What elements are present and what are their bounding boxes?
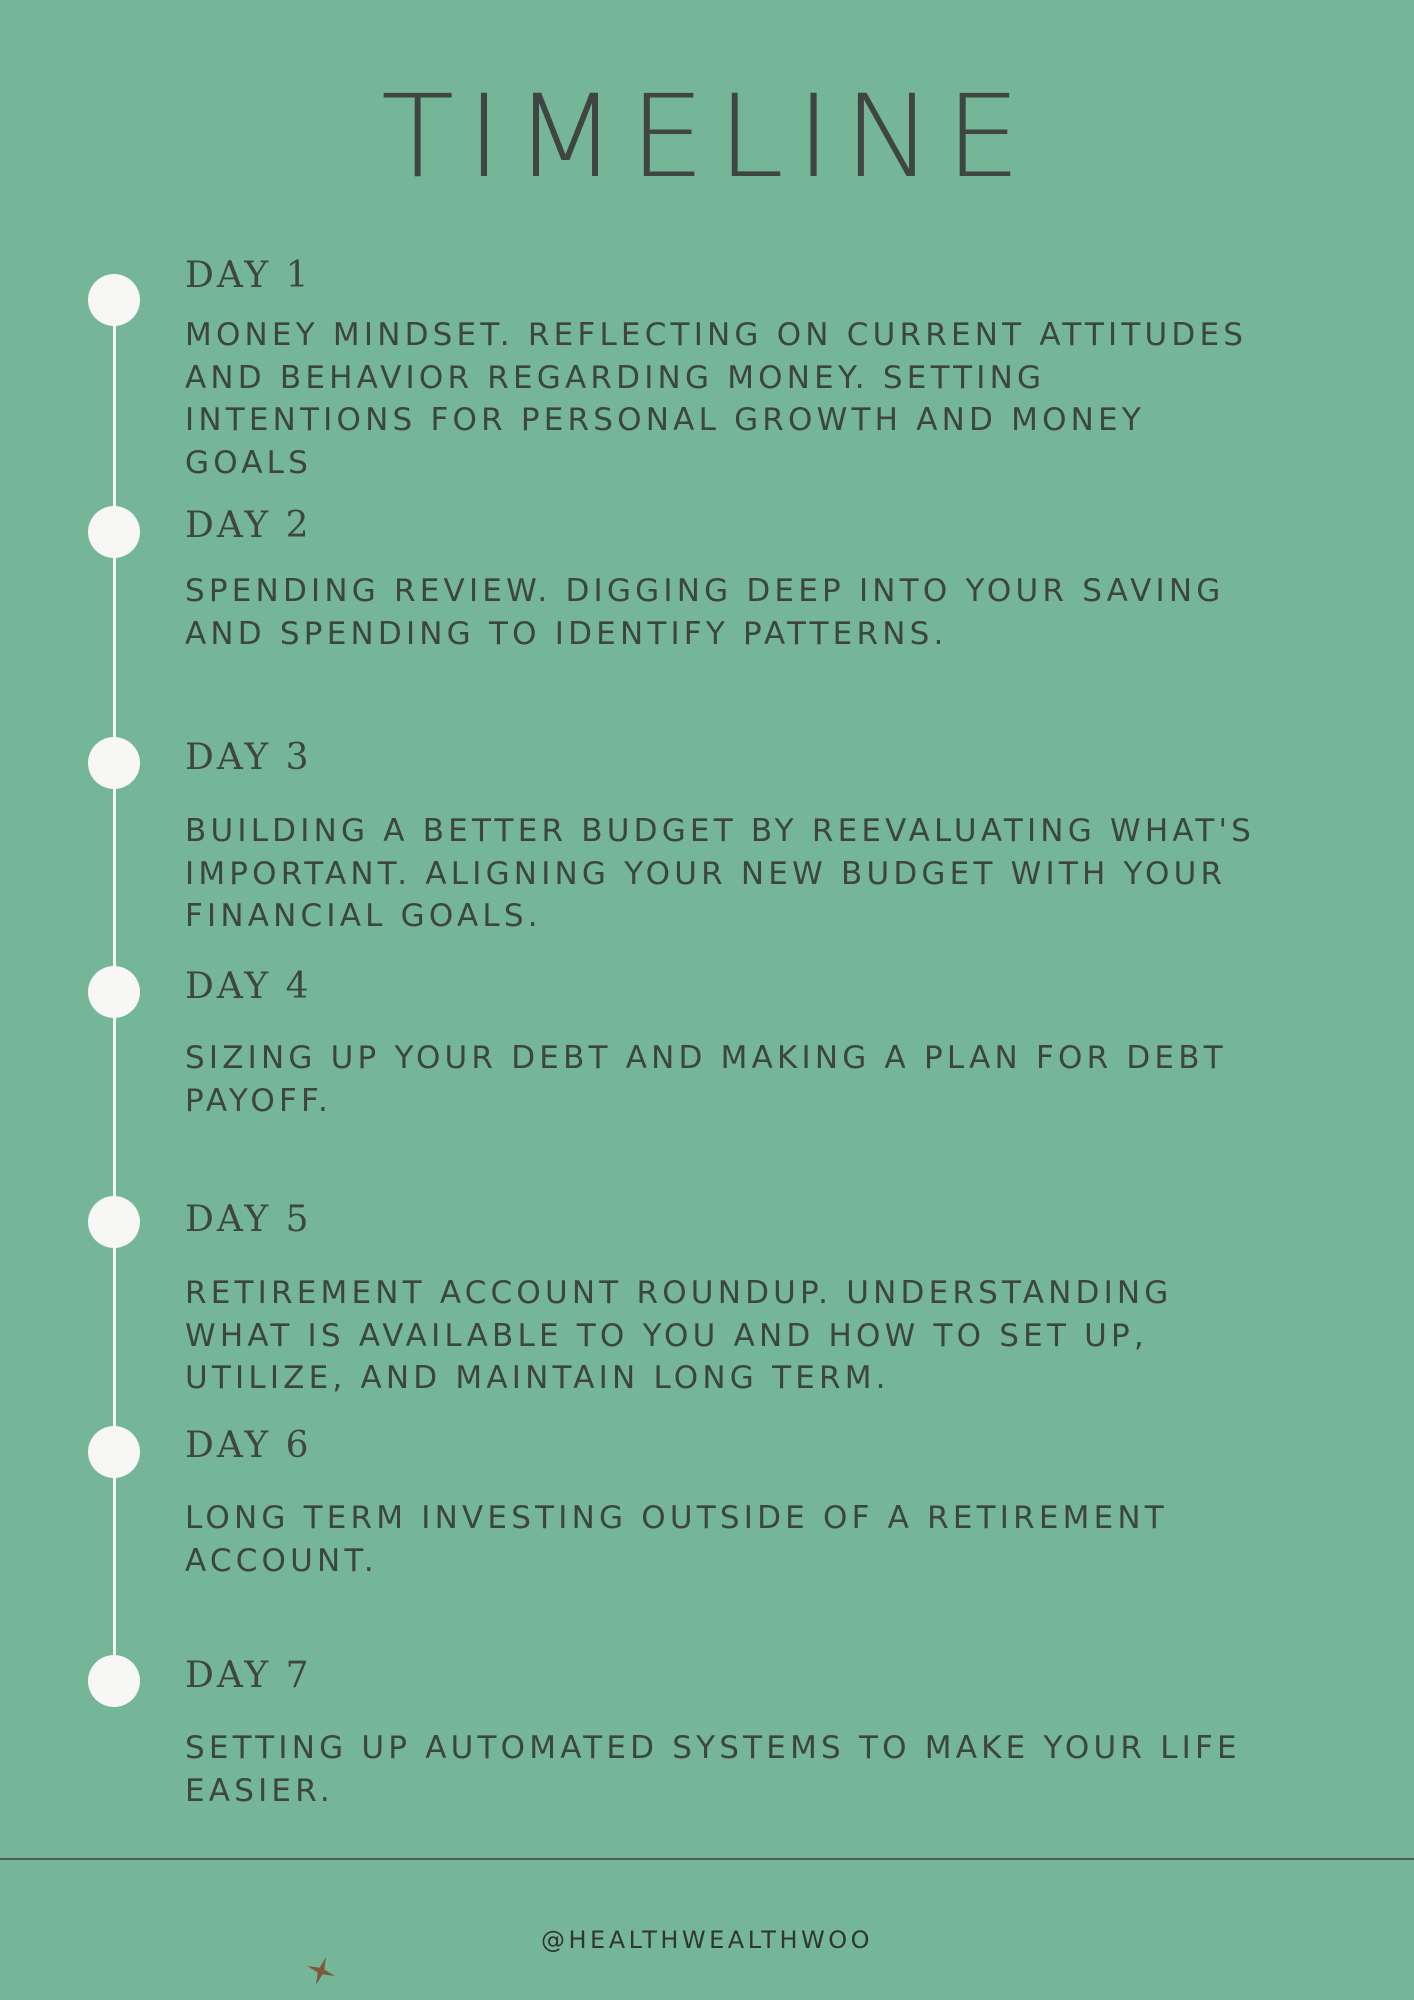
timeline-dot-3: [88, 737, 140, 789]
day-3-label: DAY 3: [185, 737, 312, 778]
timeline-dot-1: [88, 274, 140, 326]
page-title: TIMELINE: [381, 71, 1033, 204]
day-1-label: DAY 1: [185, 255, 312, 296]
sparkle-icon: [304, 1954, 338, 1988]
day-3-description: BUILDING A BETTER BUDGET BY REEVALUATING WHAT'S IMPORTANT. ALIGNING YOUR NEW BUDGET WITH YOUR FINANCIAL GOALS.: [185, 813, 1256, 934]
day-5-description: RETIREMENT ACCOUNT ROUNDUP. UNDERSTANDING WHAT IS AVAILABLE TO YOU AND HOW TO SET UP, UTILIZE, AND MAINTAIN LONG TERM.: [185, 1275, 1173, 1396]
timeline-dot-7: [88, 1655, 140, 1707]
day-7-label: DAY 7: [185, 1655, 312, 1696]
day-2-description: SPENDING REVIEW. DIGGING DEEP INTO YOUR SAVING AND SPENDING TO IDENTIFY PATTERNS.: [185, 573, 1225, 652]
footer-divider: [0, 1858, 1414, 1860]
day-5-label: DAY 5: [185, 1199, 312, 1240]
day-4-label: DAY 4: [185, 966, 312, 1007]
day-4-description: SIZING UP YOUR DEBT AND MAKING A PLAN FOR DEBT PAYOFF.: [185, 1040, 1227, 1119]
timeline-dot-2: [88, 506, 140, 558]
day-6-label: DAY 6: [185, 1425, 312, 1466]
day-7-description: SETTING UP AUTOMATED SYSTEMS TO MAKE YOUR LIFE EASIER.: [185, 1730, 1241, 1809]
day-6-description: LONG TERM INVESTING OUTSIDE OF A RETIREMENT ACCOUNT.: [185, 1500, 1168, 1579]
footer-handle: @HEALTHWEALTHWOO: [541, 1926, 873, 1954]
timeline-dot-5: [88, 1196, 140, 1248]
day-1-description: MONEY MINDSET. REFLECTING ON CURRENT ATTITUDES AND BEHAVIOR REGARDING MONEY. SETTING INTENTIONS FOR PERSONAL GROWTH AND MONEY GOALS: [185, 317, 1248, 481]
day-2-label: DAY 2: [185, 505, 312, 546]
timeline-dot-6: [88, 1426, 140, 1478]
timeline-dot-4: [88, 966, 140, 1018]
